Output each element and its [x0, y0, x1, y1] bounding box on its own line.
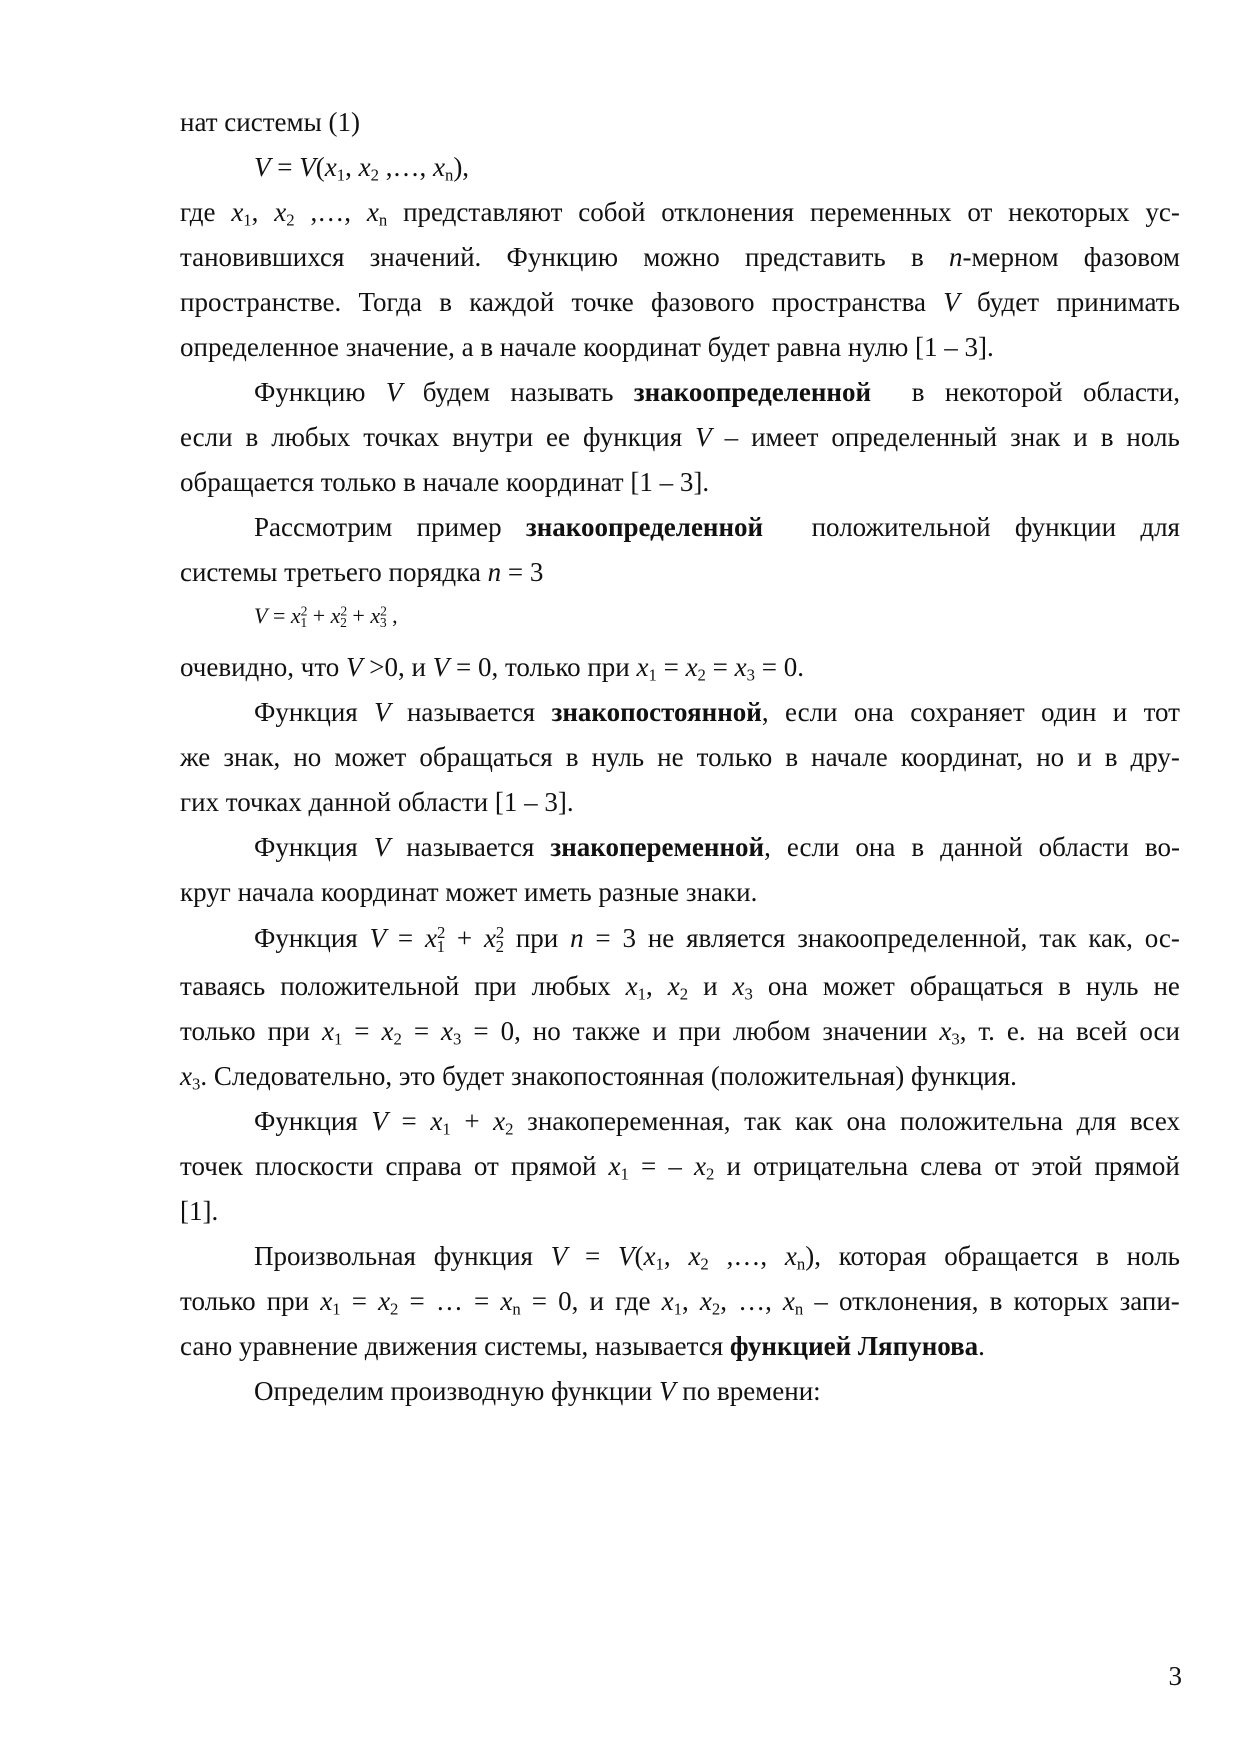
text-line: Функция V называется знакопостоянной, если она сохраняет один и тот: [254, 697, 1180, 727]
formula-line: $V = V(x_1$, $x_2$ ,…, $x_n$),: [254, 152, 470, 185]
text-line: таваясь положительной при любых $x_1$, $x_2$ и $x_3$ она может обращаться в нуль не: [180, 971, 1180, 1004]
text-line: Произвольная функция V = $V(x_1$, $x_2$ ,…, $x_n$), которая обращается в ноль: [254, 1241, 1180, 1274]
text-line: Рассмотрим пример знакоопределенной положительной функции для: [254, 512, 1180, 542]
text-line: очевидно, что V >0, и V = 0, только при $x_1 = x_2 = x_3 = 0$.: [180, 652, 804, 685]
text-line: пространстве. Тогда в каждой точке фазового пространства V будет принимать: [180, 287, 1180, 317]
text-line: Определим производную функции V по времени:: [254, 1376, 821, 1406]
text-line: круг начала координат может иметь разные знаки.: [180, 877, 758, 907]
text-line: $x_3$. Следовательно, это будет знакопостоянная (положительная) функция.: [180, 1061, 1017, 1094]
text-line: Функция V = $x_1$ + $x_2$ знакопеременная, так как она положительна для всех: [254, 1106, 1180, 1139]
text-line: Функция V = $x^2_1$ + $x^2_2$ при n = 3 не является знакоопределенной, так как, ос-: [254, 922, 1180, 956]
formula-line: $V = x^2_1 + x^2_2 + x^2_3$ ,: [254, 603, 398, 630]
text-line: сано уравнение движения системы, называется функцией Ляпунова.: [180, 1331, 985, 1361]
text-line: определенное значение, а в начале координат будет равна нулю [1 – 3].: [180, 332, 994, 362]
text-line: обращается только в начале координат [1 – 3].: [180, 467, 710, 497]
text-line: [1].: [180, 1196, 219, 1226]
text-line: только при $x_1$ = $x_2$ = … = $x_n$ = 0, и где $x_1$, $x_2$, …, $x_n$ – отклонения, в которых запи-: [180, 1286, 1180, 1319]
text-line: Функция V называется знакопеременной, если она в данной области во-: [254, 832, 1180, 862]
text-line: если в любых точках внутри ее функция V – имеет определенный знак и в ноль: [180, 422, 1180, 452]
text-line: где $x_1$, $x_2$ ,…, $x_n$ представляют собой отклонения переменных от некоторых ус-: [180, 197, 1180, 230]
text-line: гих точках данной области [1 – 3].: [180, 787, 574, 817]
text-line: тановившихся значений. Функцию можно представить в n-мерном фазовом: [180, 242, 1180, 272]
text-line: только при $x_1$ = $x_2$ = $x_3$ = 0, но также и при любом значении $x_3$, т. е. на всей оси: [180, 1016, 1180, 1049]
text-line: точек плоскости справа от прямой $x_1$ = – $x_2$ и отрицательна слева от этой прямой: [180, 1151, 1180, 1184]
text-line: же знак, но может обращаться в нуль не только в начале координат, но и в дру-: [180, 742, 1180, 772]
text-line: системы третьего порядка n = 3: [180, 557, 544, 587]
text-line: нат системы (1): [180, 107, 360, 137]
page-number: 3: [1168, 1661, 1182, 1691]
text-line: Функцию V будем называть знакоопределенной в некоторой области,: [254, 377, 1180, 407]
